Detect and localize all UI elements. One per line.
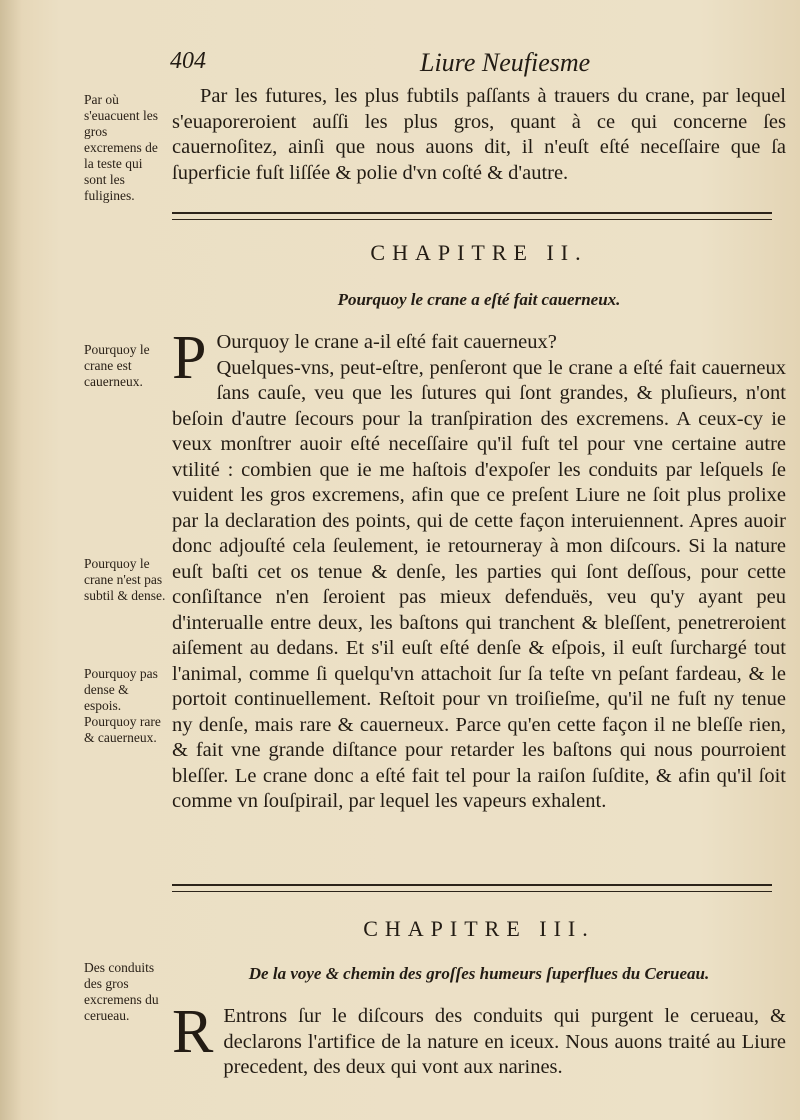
chapter-2-first-line: Ourquoy le crane a-il eſté fait cauerneux? [216, 331, 557, 353]
chapter-2-text: Quelques-vns, peut-eſtre, penſeront que le crane a eſté fait cauerneux ſans cauſe, veu que les ſutures qui ſont grandes, & pluſieurs, n'ont beſoin d'autre ſecours pour la tranſpiration des excremens. A ceux-cy ie veux monſtrer auoir eſté neceſſaire qu'il fuſt tel pour vne certaine autre vtilité : combien que ie me haſtois d'expoſer les conduits par leſquels ſe vuident les gros excremens, afin que ce preſent Liure ne ſoit plus prolixe par la declaration des points, qui de cette façon interuiennent. Apres auoir donc adjouſté cela ſeulement, ie retourneray à mon diſcours. Si la nature euſt baſti cet os tenue & denſe, les parties qui ſont deſſous, pour cette conſiſtance n'en ſeroient pas mieux defenduës, veu qu'y ayant peu d'interualle entre deux, les baſtons qui tranchent & bleſſent, penetreroient aiſement au dedans. Et s'il euſt eſté denſe & eſpois, il euſt ſurchargé tout l'animal, comme ſi quelqu'vn attachoit ſur ſa teſte vn peſant fardeau, & le portoit continuellement. Reſtoit pour vn troiſieſme, qu'il ne fuſt ny tenue ny denſe, mais rare & cauerneux. Parce qu'en cette façon il ne bleſſe rien, & fait vne grande diſtance pour retarder les baſtons qui nous pourroient bleſſer. Le crane donc a eſté fait tel pour la raiſon ſuſdite, & afin qu'il ſoit comme vn ſouſpirail, par lequel les vapeurs exhalent. [172, 356, 786, 812]
opening-paragraph [172, 84, 786, 186]
page-header [170, 48, 790, 80]
section-rule-1 [172, 212, 772, 220]
margin-note-3: Pourquoy le crane n'est pas subtil & dense. [84, 556, 166, 603]
opening-paragraph-text: Par les futures, les plus fubtils paſſants à trauers du crane, par lequel s'euaporeroient auſſi les plus gros, quant à ce qui concerne ſes cauernoſitez, ainſi que nous auons dit, il n'euſt eſté neceſſaire que ſa ſuperficie fuſt liſſée & polie d'vn coſté & d'autre. [172, 85, 786, 184]
chapter-3-subtitle: De la voye & chemin des groſſes humeurs ſuperflues du Cerueau. [248, 964, 710, 983]
section-rule-2 [172, 884, 772, 892]
chapter-3-text: Entrons ſur le diſcours des conduits qui purgent le cerueau, & declarons l'artifice de la nature en iceux. Nous auons traité au Liure precedent, des deux qui vont aux narines. [223, 1005, 786, 1078]
drop-cap-r: R [172, 998, 214, 1066]
margin-note-5: Des conduits des gros excremens du cerueau. [84, 960, 159, 1023]
chapter-3-heading: CHAPITRE III. [363, 916, 595, 941]
chapter-2-subtitle: Pourquoy le crane a eſté fait cauerneux. [337, 290, 621, 309]
chapter-3-body [172, 998, 786, 1081]
page-number: 404 [170, 48, 206, 74]
chapter-2-body [172, 324, 786, 815]
margin-note-1: Par où s'euacuent les gros excremens de la teste qui sont les fuligines. [84, 92, 159, 203]
drop-cap-p: P [172, 324, 207, 392]
margin-note-2: Pourquoy le crane est cauerneux. [84, 342, 150, 389]
margin-note-4: Pourquoy pas dense & espois. Pourquoy rare & cauerneux. [84, 666, 161, 745]
running-title: Liure Neufiesme [420, 48, 591, 77]
chapter-2-heading: CHAPITRE II. [370, 240, 588, 265]
